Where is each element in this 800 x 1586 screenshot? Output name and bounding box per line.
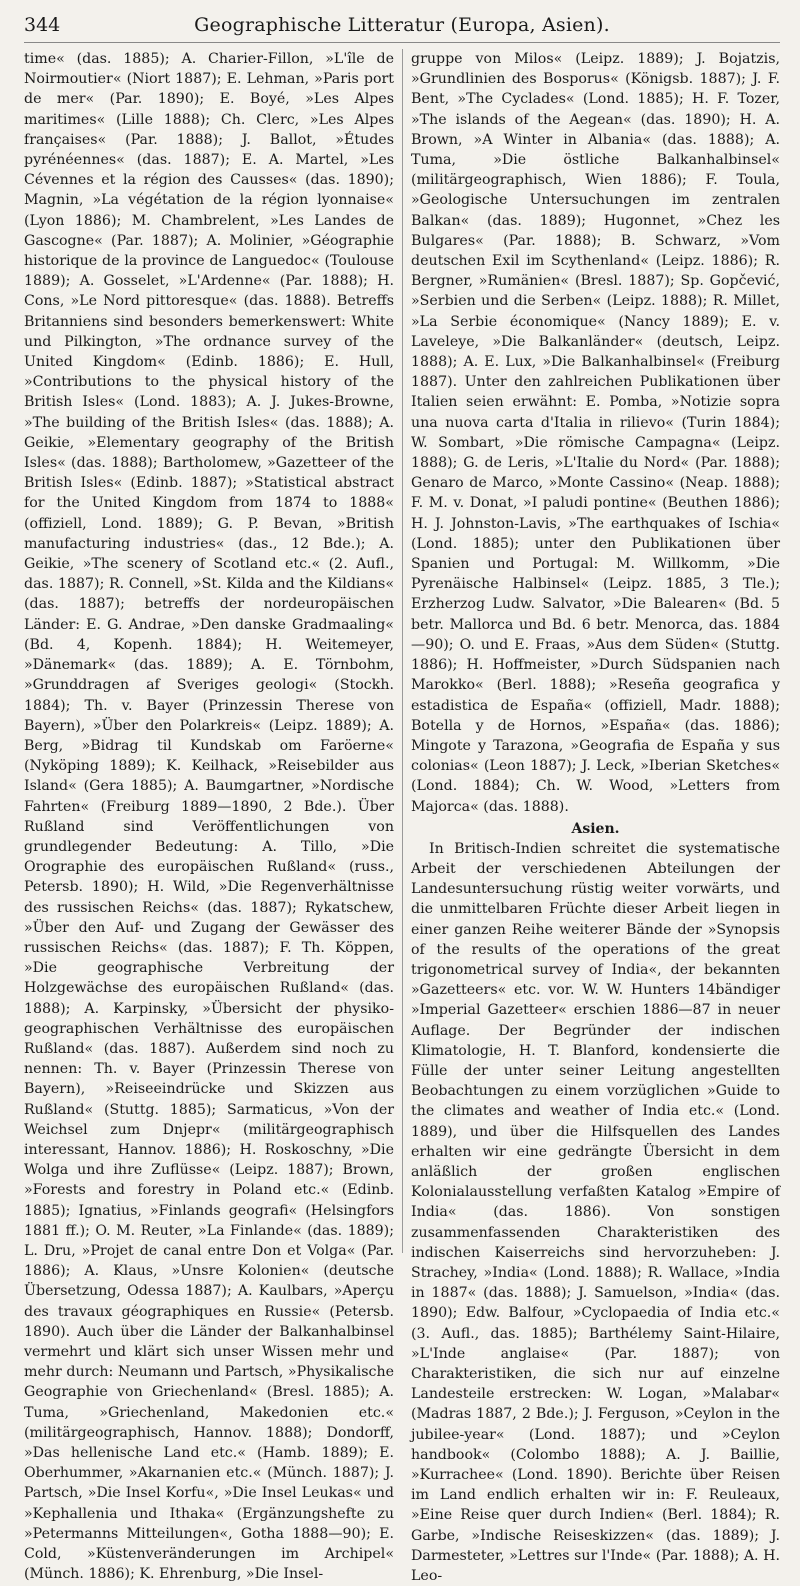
page-header: [24, 14, 780, 43]
left-column: [24, 49, 402, 1583]
section-heading-asia: Asien.: [571, 820, 620, 837]
left-column-text: time« (das. 1885); A. Charier-Fillon, »L'île de Noirmoutier« (Niort 1887); E. Lehman, »Paris port de mer« (Par. 1890); E. Boyé, »Les Alpes maritimes« (Lille 1888); Ch. Clerc, »Les Alpes françaises« (Par. 1888); J. Ballot, »Études pyrénéennes« (das. 1887); E. A. Martel, »Les Cévennes et la région des Causses« (das. 1890); Magnin, »La végétation de la région lyonnaise« (Lyon 1886); M. Chambrelent, »Les Landes de Gascogne« (Par. 1887); A. Molinier, »Géographie historique de la province de Languedoc« (Toulouse 1889); A. Gosselet, »L'Ardenne« (Par. 1888); H. Cons, »Le Nord pittoresque« (das. 1888). Betreffs Britanniens sind besonders bemerkenswert: White und Pilkington, »The ordnance survey of the United Kingdom« (Edinb. 1886); E. Hull, »Contributions to the physical history of the British Isles« (Lond. 1883); A. J. Jukes-Browne, »The building of the British Isles« (das. 1888); A. Geikie, »Elementary geography of the British Isles« (das. 1888); Bartholomew, »Gazetteer of the British Isles« (Edinb. 1887); »Statistical abstract for the United Kingdom from 1874 to 1888« (offiziell, Lond. 1889); G. P. Bevan, »British manufacturing industries« (das., 12 Bde.); A. Geikie, »The scenery of Scotland etc.« (2. Aufl., das. 1887); R. Connell, »St. Kilda and the Kildians« (das. 1887); betreffs der nordeuropäischen Länder: E. G. Andrae, »Den danske Gradmaaling« (Bd. 4, Kopenh. 1884); H. Weitemeyer, »Dänemark« (das. 1889); A. E. Törnbohm, »Grunddragen af Sveriges geologi« (Stockh. 1884); Th. v. Bayer (Prinzessin Therese von Bayern), »Über den Polarkreis« (Leipz. 1889); A. Berg, »Bidrag til Kundskab om Faröerne« (Nyköping 1889); K. Keilhack, »Reisebilder aus Island« (Gera 1885); A. Baumgartner, »Nordische Fahrten« (Freiburg 1889—1890, 2 Bde.). Über Rußland sind Veröffentlichungen von grundlegender Bedeutung: A. Tillo, »Die Orographie des europäischen Rußland« (russ., Petersb. 1890); H. Wild, »Die Regenverhältnisse des russischen Reichs« (das. 1887); Rykatschew, »Über den Auf- und Zugang der Gewässer des russischen Reichs« (das. 1887); F. Th. Köppen, »Die geographische Verbreitung der Holzgewächse des europäischen Rußland« (das. 1888); A. Karpinsky, »Übersicht der physiko-geographischen Verhältnisse des europäischen Rußland« (das. 1887). Außerdem sind noch zu nennen: Th. v. Bayer (Prinzessin Therese von Bayern), »Reiseeindrücke und Skizzen aus Rußland« (Stuttg. 1885); Sarmaticus, »Von der Weichsel zum Dnjepr« (militärgeographisch interessant, Hannov. 1886); H. Roskoschny, »Die Wolga und ihre Zuflüsse« (Leipz. 1887); Brown, »Forests and forestry in Poland etc.« (Edinb. 1885); Ignatius, »Finlands geografi« (Helsingfors 1881 ff.); O. M. Reuter, »La Finlande« (das. 1889); L. Dru, »Projet de canal entre Don et Volga« (Par. 1886); A. Klaus, »Unsre Kolonien« (deutsche Übersetzung, Odessa 1887); A. Kaulbars, »Aperçu des travaux géographiques en Russie« (Petersb. 1890). Auch über die Länder der Balkanhalbinsel vermehrt und klärt sich unser Wissen mehr und mehr durch: Neumann und Partsch, »Physikalische Geographie von Griechenland« (Bresl. 1885); A. Tuma, »Griechenland, Makedonien etc.« (militärgeographisch, Hannov. 1888); Dondorff, »Das hellenische Land etc.« (Hamb. 1889); E. Oberhummer, »Akarnanien etc.« (Münch. 1887); J. Partsch, »Die Insel Korfu«, »Die Insel Leukas« und »Kephallenia und Ithaka« (Ergänzungshefte zu »Petermanns Mitteilungen«, Gotha 1888—90); E. Cold, »Küstenveränderungen im Archipel« (Münch. 1886); K. Ehrenburg, »Die Insel-: [24, 51, 394, 1583]
page-number: 344: [24, 14, 61, 36]
right-column: [402, 49, 780, 1585]
running-title: Geographische Litteratur (Europa, Asien).: [194, 14, 610, 36]
text-columns: [24, 49, 780, 1585]
right-column-text-europe: gruppe von Milos« (Leipz. 1889); J. Bojatzis, »Grundlinien des Bosporus« (Königsb. 1887); J. F. Bent, »The Cyclades« (Lond. 1885); H. F. Tozer, »The islands of the Aegean« (das. 1890); H. A. Brown, »A Winter in Albania« (das. 1888); A. Tuma, »Die östliche Balkanhalbinsel« (militärgeographisch, Wien 1886); F. Toula, »Geologische Untersuchungen im zentralen Balkan« (das. 1889); Hugonnet, »Chez les Bulgares« (Par. 1888); B. Schwarz, »Vom deutschen Exil im Scythenland« (Leipz. 1886); R. Bergner, »Rumänien« (Bresl. 1887); Sp. Gopčević, »Serbien und die Serben« (Leipz. 1888); R. Millet, »La Serbie économique« (Nancy 1889); E. v. Laveleye, »Die Balkanländer« (deutsch, Leipz. 1888); A. E. Lux, »Die Balkanhalbinsel« (Freiburg 1887). Unter den zahlreichen Publikationen über Italien seien erwähnt: E. Pomba, »Notizie sopra una nuova carta d'Italia in rilievo« (Turin 1884); W. Sombart, »Die römische Campagna« (Leipz. 1888); G. de Leris, »L'Italie du Nord« (Par. 1888); Genaro de Marco, »Monte Cassino« (Neap. 1888); F. M. v. Donat, »I paludi pontine« (Beuthen 1886); H. J. Johnston-Lavis, »The earthquakes of Ischia« (Lond. 1885); unter den Publikationen über Spanien und Portugal: M. Willkomm, »Die Pyrenäische Halbinsel« (Leipz. 1885, 3 Tle.); Erzherzog Ludw. Salvator, »Die Balearen« (Bd. 5 betr. Mallorca und Bd. 6 betr. Menorca, das. 1884—90); O. und E. Fraas, »Aus dem Süden« (Stuttg. 1886); H. Hoffmeister, »Durch Südspanien nach Marokko« (Berl. 1888); »Reseña geografica y estadistica de España« (offiziell, Madr. 1888); Botella y de Hornos, »España« (das. 1886); Mingote y Tarazona, »Geografia de España y sus colonias« (Leon 1887); J. Leck, »Iberian Sketches« (Lond. 1884); Ch. W. Wood, »Letters from Majorca« (das. 1888).: [411, 51, 780, 815]
right-column-text-asia: In Britisch-Indien schreitet die systematische Arbeit der verschiedenen Abteilungen der Landesuntersuchung rüstig weiter vorwärts, und die unmittelbaren Früchte dieser Arbeit liegen in einer ganzen Reihe weiterer Bände der »Synopsis of the results of the operations of the great trigonometrical survey of India«, der bekannten »Gazetteers« etc. vor. W. W. Hunters 14bändiger »Imperial Gazetteer« erschien 1886—87 in neuer Auflage. Der Begründer der indischen Klimatologie, H. T. Blanford, kondensierte die Fülle der unter seiner Leitung angestellten Beobachtungen zu einem vorzüglichen »Guide to the climates and weather of India etc.« (Lond. 1889), und über die Hilfsquellen des Landes erhalten wir eine gedrängte Übersicht in dem anläßlich der großen englischen Kolonialausstellung verfaßten Katalog »Empire of India« (das. 1886). Von sonstigen zusammenfassenden Charakteristiken des indischen Kaiserreichs sind hervorzuheben: J. Strachey, »India« (Lond. 1888); R. Wallace, »India in 1887« (das. 1888); J. Samuelson, »India« (das. 1890); Edw. Balfour, »Cyclopaedia of India etc.« (3. Aufl., das. 1885); Barthélemy Saint-Hilaire, »L'Inde anglaise« (Par. 1887); von Charakteristiken, die sich nur auf einzelne Landesteile erstrecken: W. Logan, »Malabar« (Madras 1887, 2 Bde.); J. Ferguson, »Ceylon in the jubilee-year« (Lond. 1887); und »Ceylon handbook« (Colombo 1888); A. J. Baillie, »Kurrachee« (Lond. 1890). Berichte über Reisen im Land endlich erhalten wir in: F. Reuleaux, »Eine Reise quer durch Indien« (Berl. 1884); R. Garbe, »Indische Reiseskizzen« (das. 1889); J. Darmesteter, »Lettres sur l'Inde« (Par. 1888); A. H. Leo-: [411, 840, 780, 1585]
